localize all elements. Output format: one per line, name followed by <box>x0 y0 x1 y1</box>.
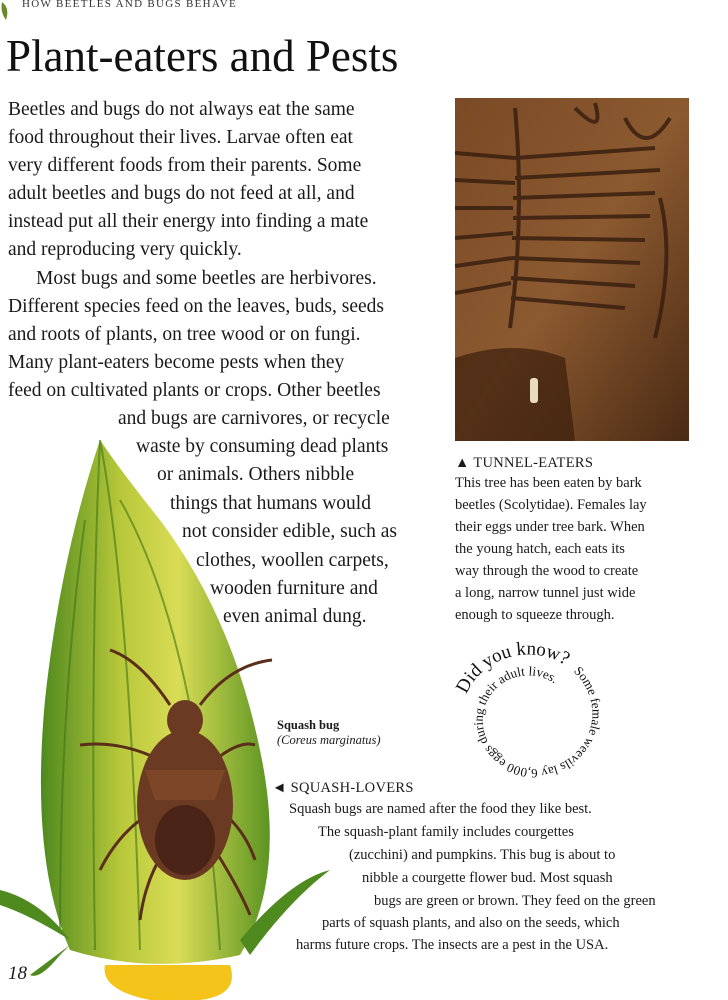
caption-line: The squash-plant family includes courgettes <box>318 824 574 840</box>
did-you-know-spiral <box>440 635 620 795</box>
body-line: not consider edible, such as <box>182 521 397 542</box>
did-you-know-heading: Did you know? <box>451 638 574 697</box>
caption-line: harms future crops. The insects are a pest in the USA. <box>296 937 609 953</box>
svg-text:Did you know? Some femal <box>452 638 604 781</box>
caption-line: nibble a courgette flower bud. Most squash <box>362 870 613 886</box>
page-title: Plant-eaters and Pests <box>6 31 399 81</box>
caption-line: a long, narrow tunnel just wide <box>455 585 636 601</box>
specimen-name: Squash bug <box>277 718 340 732</box>
body-line: things that humans would <box>170 493 371 514</box>
caption-line: beetles (Scolytidae). Females lay <box>455 497 647 513</box>
body-line: Different species feed on the leaves, buds, seeds <box>8 296 384 317</box>
body-line: Many plant-eaters become pests when they <box>8 352 345 373</box>
body-line: wooden furniture and <box>210 578 378 599</box>
body-line: or animals. Others nibble <box>157 464 355 485</box>
running-head: HOW BEETLES AND BUGS BEHAVE <box>22 0 237 10</box>
caption-line: the young hatch, each eats its <box>455 541 625 557</box>
body-line: feed on cultivated plants or crops. Other beetles <box>8 380 381 401</box>
body-line: and bugs are carnivores, or recycle <box>118 408 390 429</box>
specimen-latin: (Coreus marginatus) <box>277 733 381 747</box>
body-line: food throughout their lives. Larvae often eat <box>8 127 353 148</box>
caption-line: bugs are green or brown. They feed on the green <box>374 893 656 909</box>
did-you-know-text: Some female weevils lay 6,000 eggs during their adult lives. <box>470 663 605 782</box>
body-line: clothes, woollen carpets, <box>196 550 389 571</box>
body-line: Beetles and bugs do not always eat the same <box>8 99 355 120</box>
caption-line: This tree has been eaten by bark <box>455 475 642 491</box>
bark-tunnels-photo <box>455 98 689 441</box>
caption-line: (zucchini) and pumpkins. This bug is about to <box>349 847 616 863</box>
tunnel-eaters-heading: ▲ TUNNEL-EATERS <box>455 455 594 471</box>
body-line: even animal dung. <box>223 606 367 627</box>
body-line: waste by consuming dead plants <box>136 436 389 457</box>
body-line: and roots of plants, on tree wood or on fungi. <box>8 324 361 345</box>
caption-line: enough to squeeze through. <box>455 607 615 623</box>
squash-lovers-heading: ◄ SQUASH-LOVERS <box>272 780 414 796</box>
body-line: and reproducing very quickly. <box>8 239 242 260</box>
body-line: very different foods from their parents. Some <box>8 155 362 176</box>
caption-line: Squash bugs are named after the food they like best. <box>289 801 592 817</box>
caption-line: way through the wood to create <box>455 563 639 579</box>
body-line: instead put all their energy into finding a mate <box>8 211 369 232</box>
page-number: 18 <box>8 963 27 984</box>
caption-line: their eggs under tree bark. When <box>455 519 645 535</box>
leaf-corner-icon <box>0 0 12 22</box>
body-line: adult beetles and bugs do not feed at all, and <box>8 183 355 204</box>
caption-line: parts of squash plants, and also on the seeds, which <box>322 915 620 931</box>
body-line: Most bugs and some beetles are herbivores. <box>36 268 377 289</box>
